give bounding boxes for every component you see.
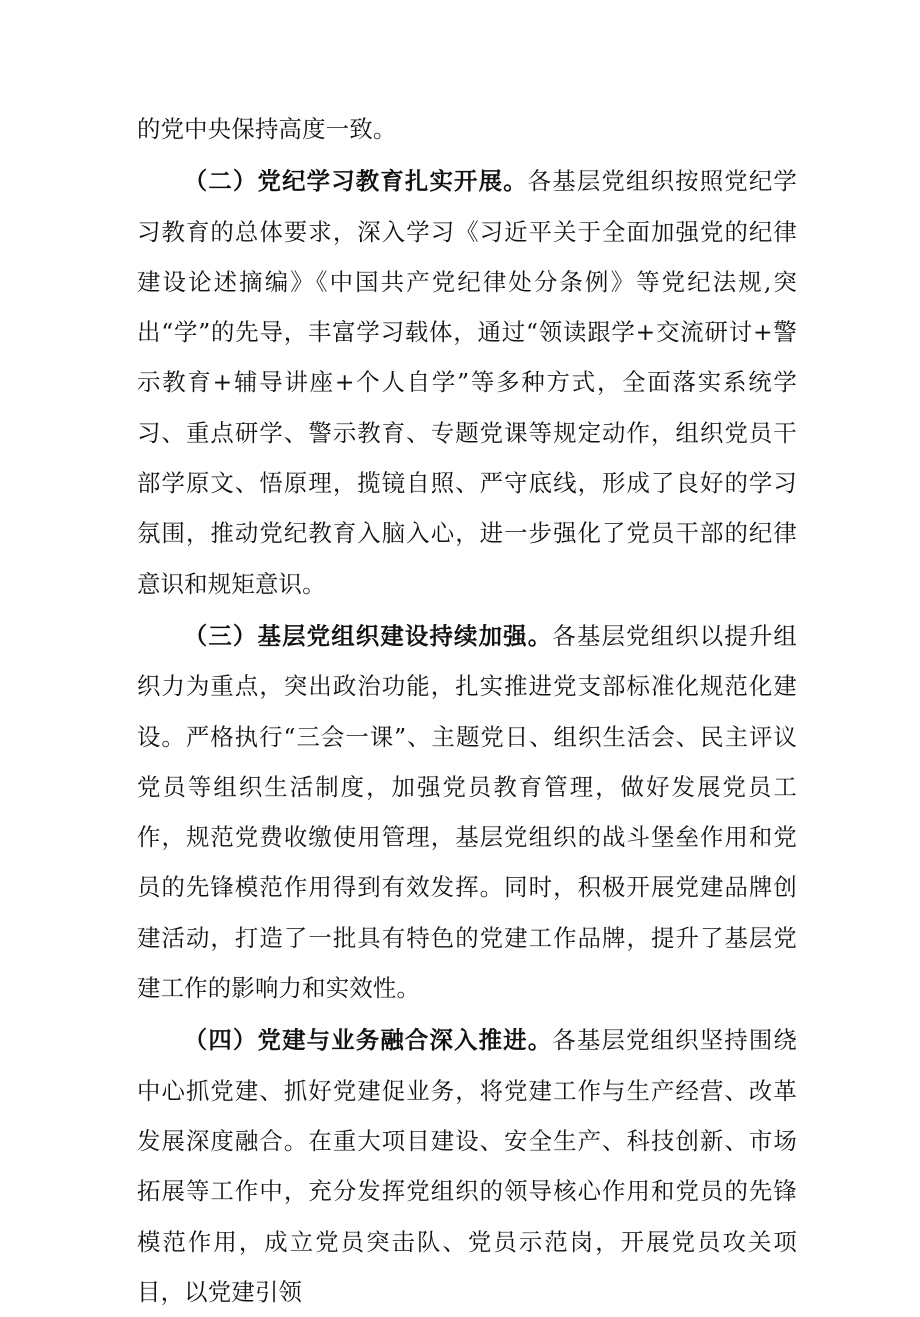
document-body [137,104,797,1317]
paragraph-party-discipline-education [137,156,797,609]
paragraph-continuation [137,104,797,154]
paragraph-grassroots-organization [137,611,797,1013]
section-heading: （三）基层党组织建设持续加强。 [183,621,553,650]
paragraph-text: 各基层党组织按照党纪学习教育的总体要求，深入学习《习近平关于全面加强党的纪律建设论述摘编》《中国共产党纪律处分条例》等党纪法规,突出“学”的先导，丰富学习载体，通过“领读跟学+交流研讨+警示教育+辅导讲座+个人自学”等多种方式，全面落实系统学习、重点研学、警示教育、专题党课等规定动作，组织党员干部学原文、悟原理，揽镜自照、严守底线，形成了良好的学习氛围，推动党纪教育入脑入心，进一步强化了党员干部的纪律意识和规矩意识。 [137,167,797,598]
paragraph-text: 各基层党组织坚持围绕中心抓党建、抓好党建促业务，将党建工作与生产经营、改革发展深度融合。在重大项目建设、安全生产、科技创新、市场拓展等工作中，充分发挥党组织的领导核心作用和党员的先锋模范作用，成立党员突击队、党员示范岗，开展党员攻关项目，以党建引领 [137,1026,798,1306]
paragraph-party-business-integration [137,1015,797,1317]
section-heading: （二）党纪学习教育扎实开展。 [183,167,528,196]
section-heading: （四）党建与业务融合深入推进。 [183,1026,553,1055]
paragraph-text: 各基层党组织以提升组织力为重点，突出政治功能，扎实推进党支部标准化规范化建设。严格执行“三会一课”、主题党日、组织生活会、民主评议党员等组织生活制度，加强党员教育管理，做好发展党员工作，规范党费收缴使用管理，基层党组织的战斗堡垒作用和党员的先锋模范作用得到有效发挥。同时，积极开展党建品牌创建活动，打造了一批具有特色的党建工作品牌，提升了基层党建工作的影响力和实效性。 [137,621,798,1003]
paragraph-text: 的党中央保持高度一致。 [137,115,397,143]
